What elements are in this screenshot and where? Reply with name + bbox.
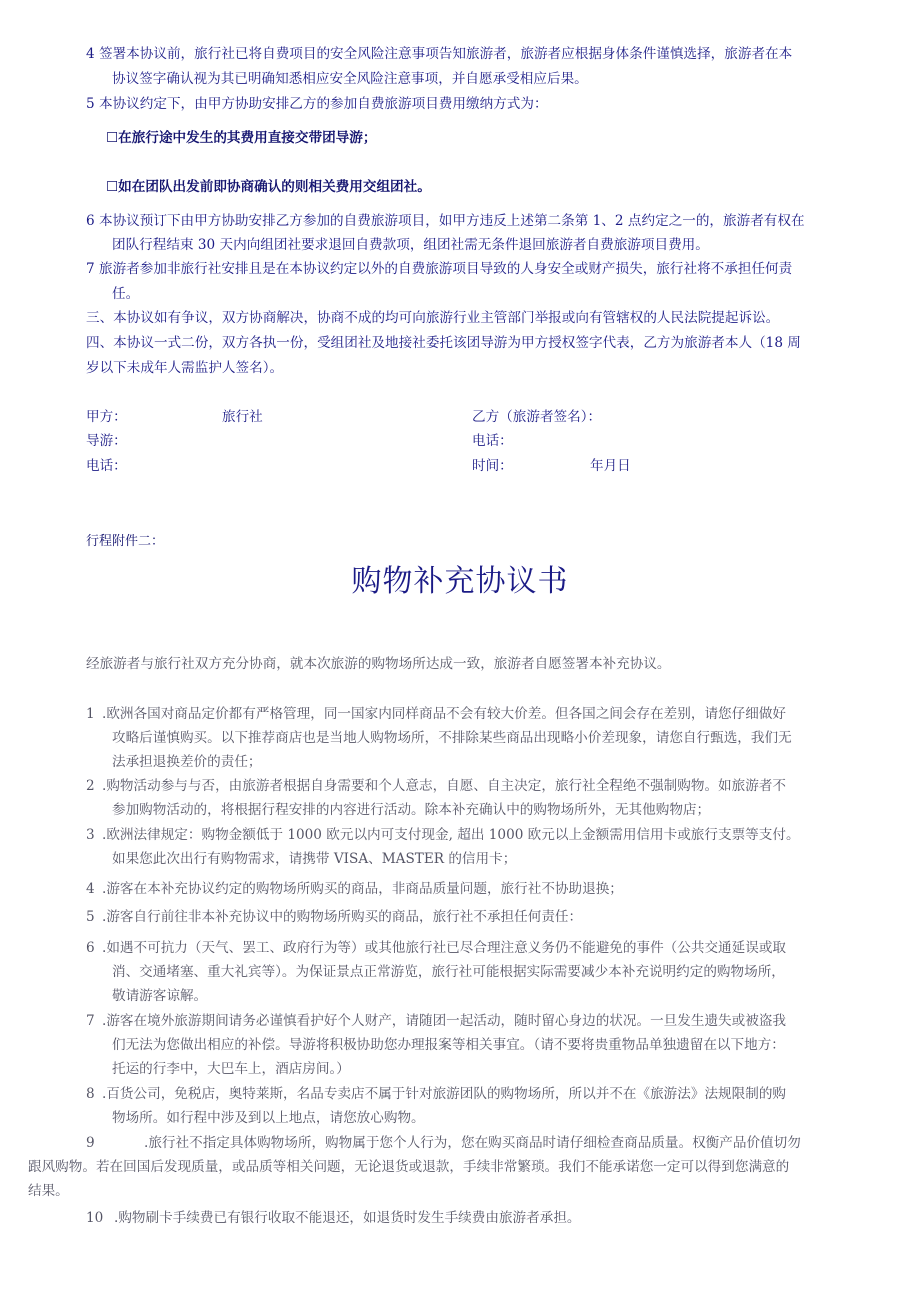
item-1-line-3: 法承担退换差价的责任； xyxy=(112,754,262,770)
document-title: 购物补充协议书 xyxy=(351,564,569,599)
clause-7-line-1: 7 旅游者参加非旅行社安排且是在本协议约定以外的自费旅游项目导致的人身安全或财产损失，旅行社将不承担任何责 xyxy=(86,261,793,277)
item-3-number: 3 xyxy=(86,827,95,843)
party-b-label: 乙方（旅游者签名）： xyxy=(472,409,602,425)
item-1-line-1: .欧洲各国对商品定价都有严格管理，同一国家内同样商品不会有较大价差。但各国之间会存在差别，请您仔细做好 xyxy=(102,706,787,722)
item-4-line-1: .游客在本补充协议约定的购物场所购买的商品，非商品质量问题，旅行社不协助退换； xyxy=(102,881,623,897)
payment-option-agency: ☐如在团队出发前即协商确认的则相关费用交组团社。 xyxy=(106,179,431,195)
date-value: 年月日 xyxy=(590,458,631,474)
guide-label: 导游： xyxy=(86,433,127,449)
item-8-line-1: .百货公司，免税店，奥特莱斯，名品专卖店不属于针对旅游团队的购物场所，所以并不在《旅游法》法规限制的购 xyxy=(102,1086,787,1102)
item-3-line-2: 如果您此次出行有购物需求，请携带 VISA、MASTER 的信用卡； xyxy=(112,851,517,867)
item-4-number: 4 xyxy=(86,881,95,897)
item-6-number: 6 xyxy=(86,940,95,956)
item-9-number: 9 xyxy=(86,1135,95,1151)
item-1-number: 1 xyxy=(86,706,95,722)
clause-4-line-1: 4 签署本协议前，旅行社已将自费项目的安全风险注意事项告知旅游者，旅游者应根据身体条件谨慎选择，旅游者在本 xyxy=(86,46,793,62)
clause-5: 5 本协议约定下，由甲方协助安排乙方的参加自费旅游项目费用缴纳方式为： xyxy=(86,96,548,112)
item-8-number: 8 xyxy=(86,1086,95,1102)
item-3-line-1: .欧洲法律规定：购物金额低于 1000 欧元以内可支付现金, 超出 1000 欧元以上金额需用信用卡或旅行支票等支付。 xyxy=(102,827,800,843)
party-a-phone-label: 电话： xyxy=(86,458,127,474)
item-2-line-1: .购物活动参与与否，由旅游者根据自身需要和个人意志，自愿、自主决定，旅行社全程绝不强制购物。如旅游者不 xyxy=(102,778,787,794)
attachment-label: 行程附件二： xyxy=(86,534,165,549)
item-7-line-3: 托运的行李中，大巴车上，酒店房间。） xyxy=(112,1061,350,1077)
clause-6-line-1: 6 本协议预订下由甲方协助安排乙方参加的自费旅游项目，如甲方违反上述第二条第 1、2 点约定之一的，旅游者有权在 xyxy=(86,213,805,229)
item-8-line-2: 物场所。如行程中涉及到以上地点，请您放心购物。 xyxy=(112,1110,425,1126)
item-2-number: 2 xyxy=(86,778,95,794)
party-a-label: 甲方： xyxy=(86,409,127,425)
item-5-number: 5 xyxy=(86,909,95,925)
clause-6-line-2: 团队行程结束 30 天内向组团社要求退回自费款项，组团社需无条件退回旅游者自费旅游项目费用。 xyxy=(112,237,709,253)
item-6-line-1: .如遇不可抗力（天气、罢工、政府行为等）或其他旅行社已尽合理注意义务仍不能避免的事件（公共交通延误或取 xyxy=(102,940,787,956)
party-b-phone-label: 电话： xyxy=(472,433,513,449)
party-a-value: 旅行社 xyxy=(222,409,263,425)
section-3: 三、本协议如有争议，双方协商解决，协商不成的均可向旅游行业主管部门举报或向有管辖权的人民法院提起诉讼。 xyxy=(86,310,780,326)
item-9-line-2: 跟风购物。若在回国后发现质量，或品质等相关问题，无论退货或退款，手续非常繁琐。我们不能承诺您一定可以得到您满意的 xyxy=(28,1159,790,1175)
item-6-line-3: 敬请游客谅解。 xyxy=(112,988,208,1004)
section-4-line-1: 四、本协议一式二份，双方各执一份，受组团社及地接社委托该团导游为甲方授权签字代表，乙方为旅游者本人（18 周 xyxy=(86,335,801,351)
payment-option-guide: ☐在旅行途中发生的其费用直接交带团导游； xyxy=(106,130,377,146)
item-5-line-1: .游客自行前往非本补充协议中的购物场所购买的商品，旅行社不承担任何责任： xyxy=(102,909,583,925)
clause-4-line-2: 协议签字确认视为其已明确知悉相应安全风险注意事项，并自愿承受相应后果。 xyxy=(112,71,588,87)
item-7-line-1: .游客在境外旅游期间请务必谨慎看护好个人财产，请随团一起活动，随时留心身边的状况。一旦发生遗失或被盗我 xyxy=(102,1013,787,1029)
time-label: 时间： xyxy=(472,458,513,474)
item-1-line-2: 攻略后谨慎购买。以下推荐商店也是当地人购物场所，不排除某些商品出现略小价差现象，请您自行甄选，我们无 xyxy=(112,730,792,746)
item-10-number: 10 xyxy=(86,1210,104,1226)
item-9-line-1: .旅行社不指定具体购物场所，购物属于您个人行为，您在购买商品时请仔细检查商品质量。权衡产品价值切勿 xyxy=(144,1135,801,1151)
item-9-line-3: 结果。 xyxy=(28,1183,69,1199)
item-7-number: 7 xyxy=(86,1013,95,1029)
clause-7-line-2: 任。 xyxy=(112,286,140,302)
item-10-line-1: .购物刷卡手续费已有银行收取不能退还，如退货时发生手续费由旅游者承担。 xyxy=(114,1210,581,1226)
item-7-line-2: 们无法为您做出相应的补偿。导游将积极协助您办理报案等相关事宜。（请不要将贵重物品单独遗留在以下地方： xyxy=(112,1037,785,1053)
section-4-line-2: 岁以下未成年人需监护人签名）。 xyxy=(86,360,284,376)
intro-paragraph: 经旅游者与旅行社双方充分协商，就本次旅游的购物场所达成一致，旅游者自愿签署本补充协议。 xyxy=(86,656,671,672)
item-6-line-2: 消、交通堵塞、重大礼宾等）。为保证景点正常游览，旅行社可能根据实际需要减少本补充说明约定的购物场所， xyxy=(112,964,785,980)
item-2-line-2: 参加购物活动的，将根据行程安排的内容进行活动。除本补充确认中的购物场所外，无其他购物店； xyxy=(112,802,711,818)
